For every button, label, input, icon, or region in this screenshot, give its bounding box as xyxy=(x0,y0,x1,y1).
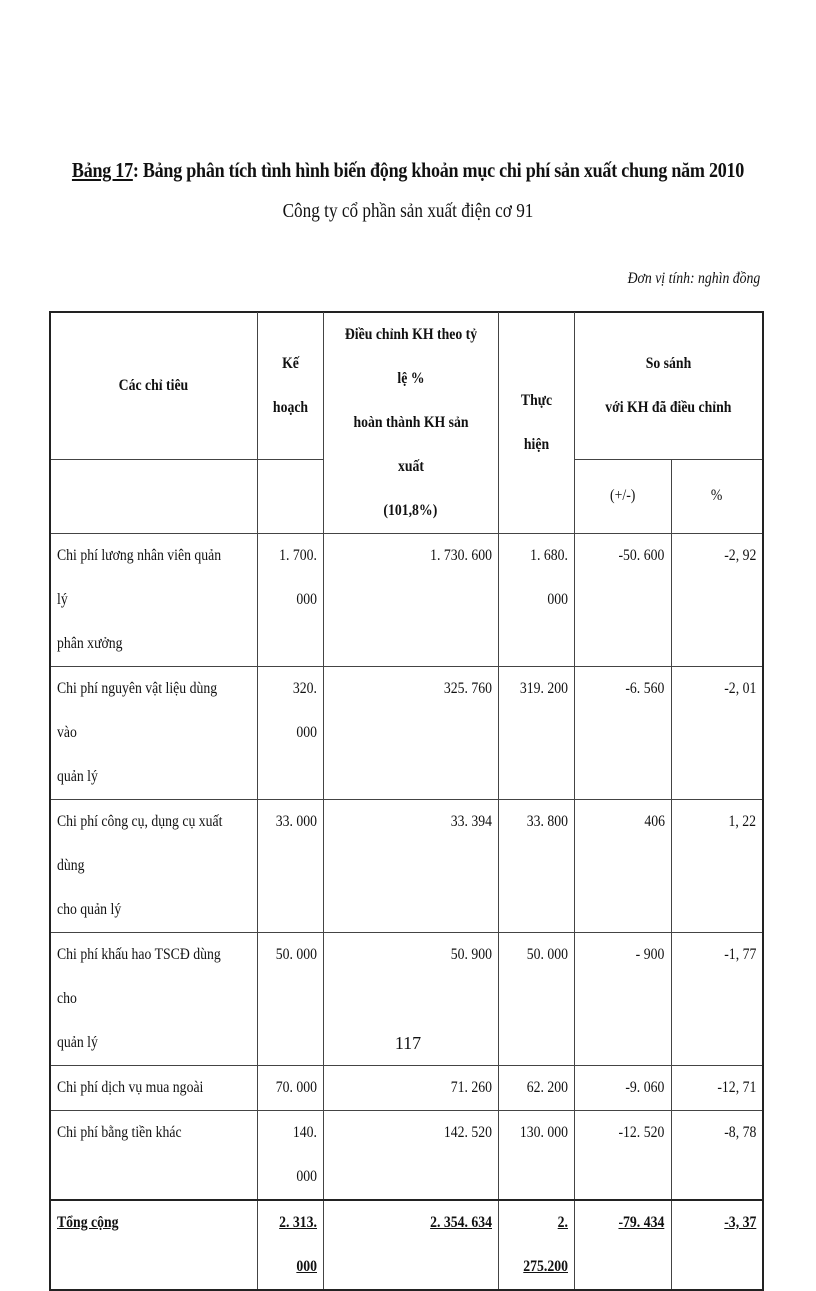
total-plan: 2. 313. 000 xyxy=(257,1200,323,1290)
row-percent: -2, 01 xyxy=(671,667,763,800)
header-indicator-filler xyxy=(50,459,257,533)
header-diff: (+/-) xyxy=(574,459,671,533)
row-percent: -2, 92 xyxy=(671,534,763,667)
row-adjusted: 1. 730. 600 xyxy=(323,534,498,667)
row-name: Chi phí nguyên vật liệu dùng vào quản lý xyxy=(50,667,257,800)
row-plan: 140. 000 xyxy=(257,1111,323,1201)
row-percent: -12, 71 xyxy=(671,1066,763,1111)
row-plan: 33. 000 xyxy=(257,800,323,933)
total-name: Tổng cộng xyxy=(50,1200,257,1290)
total-diff: -79. 434 xyxy=(574,1200,671,1290)
table-row xyxy=(50,1111,763,1201)
header-actual: Thực hiện xyxy=(498,312,574,534)
header-plan: Kế hoạch xyxy=(257,312,323,459)
row-actual: 62. 200 xyxy=(498,1066,574,1111)
header-percent: % xyxy=(671,459,763,533)
row-diff: 406 xyxy=(574,800,671,933)
row-diff: - 900 xyxy=(574,933,671,1066)
row-diff: -6. 560 xyxy=(574,667,671,800)
unit-note: Đơn vị tính: nghìn đồng xyxy=(627,270,760,287)
row-actual: 33. 800 xyxy=(498,800,574,933)
row-name: Chi phí dịch vụ mua ngoài xyxy=(50,1066,257,1111)
table-number: Bảng 17 xyxy=(71,158,133,182)
row-percent: -8, 78 xyxy=(671,1111,763,1201)
row-percent: 1, 22 xyxy=(671,800,763,933)
row-name: Chi phí khấu hao TSCĐ dùng cho quản lý xyxy=(50,933,257,1066)
row-adjusted: 142. 520 xyxy=(323,1111,498,1201)
table-title-text: : Bảng phân tích tình hình biến động khoản mục chi phí sản xuất chung năm 2010 xyxy=(132,158,745,182)
row-actual: 50. 000 xyxy=(498,933,574,1066)
page-number: 117 xyxy=(394,1033,422,1053)
row-name: Chi phí lương nhân viên quản lý phân xưởng xyxy=(50,534,257,667)
table-row xyxy=(50,1066,763,1111)
row-adjusted: 71. 260 xyxy=(323,1066,498,1111)
row-diff: -9. 060 xyxy=(574,1066,671,1111)
row-plan: 1. 700. 000 xyxy=(257,534,323,667)
row-name: Chi phí bằng tiền khác xyxy=(50,1111,257,1201)
header-plan-filler xyxy=(257,459,323,533)
row-plan: 320. 000 xyxy=(257,667,323,800)
row-adjusted: 50. 900 xyxy=(323,933,498,1066)
row-name: Chi phí công cụ, dụng cụ xuất dùng cho quản lý xyxy=(50,800,257,933)
table-row xyxy=(50,534,763,667)
total-actual: 2. 275.200 xyxy=(498,1200,574,1290)
company-name: Công ty cổ phần sản xuất điện cơ 91 xyxy=(282,200,534,222)
row-diff: -50. 600 xyxy=(574,534,671,667)
row-percent: -1, 77 xyxy=(671,933,763,1066)
row-diff: -12. 520 xyxy=(574,1111,671,1201)
table-title xyxy=(57,158,759,183)
total-percent: -3, 37 xyxy=(671,1200,763,1290)
row-actual: 319. 200 xyxy=(498,667,574,800)
row-plan: 50. 000 xyxy=(257,933,323,1066)
total-adjusted: 2. 354. 634 xyxy=(323,1200,498,1290)
row-adjusted: 33. 394 xyxy=(323,800,498,933)
row-actual: 1. 680. 000 xyxy=(498,534,574,667)
header-indicator: Các chỉ tiêu xyxy=(50,312,257,459)
row-plan: 70. 000 xyxy=(257,1066,323,1111)
table-row xyxy=(50,800,763,933)
row-actual: 130. 000 xyxy=(498,1111,574,1201)
total-row xyxy=(50,1200,763,1290)
header-adjusted: Điều chỉnh KH theo tỷ lệ % hoàn thành KH sản xuất (101,8%) xyxy=(323,312,498,534)
table-row xyxy=(50,667,763,800)
header-compare: So sánh với KH đã điều chỉnh xyxy=(574,312,763,459)
row-adjusted: 325. 760 xyxy=(323,667,498,800)
cost-analysis-table xyxy=(49,311,764,1291)
